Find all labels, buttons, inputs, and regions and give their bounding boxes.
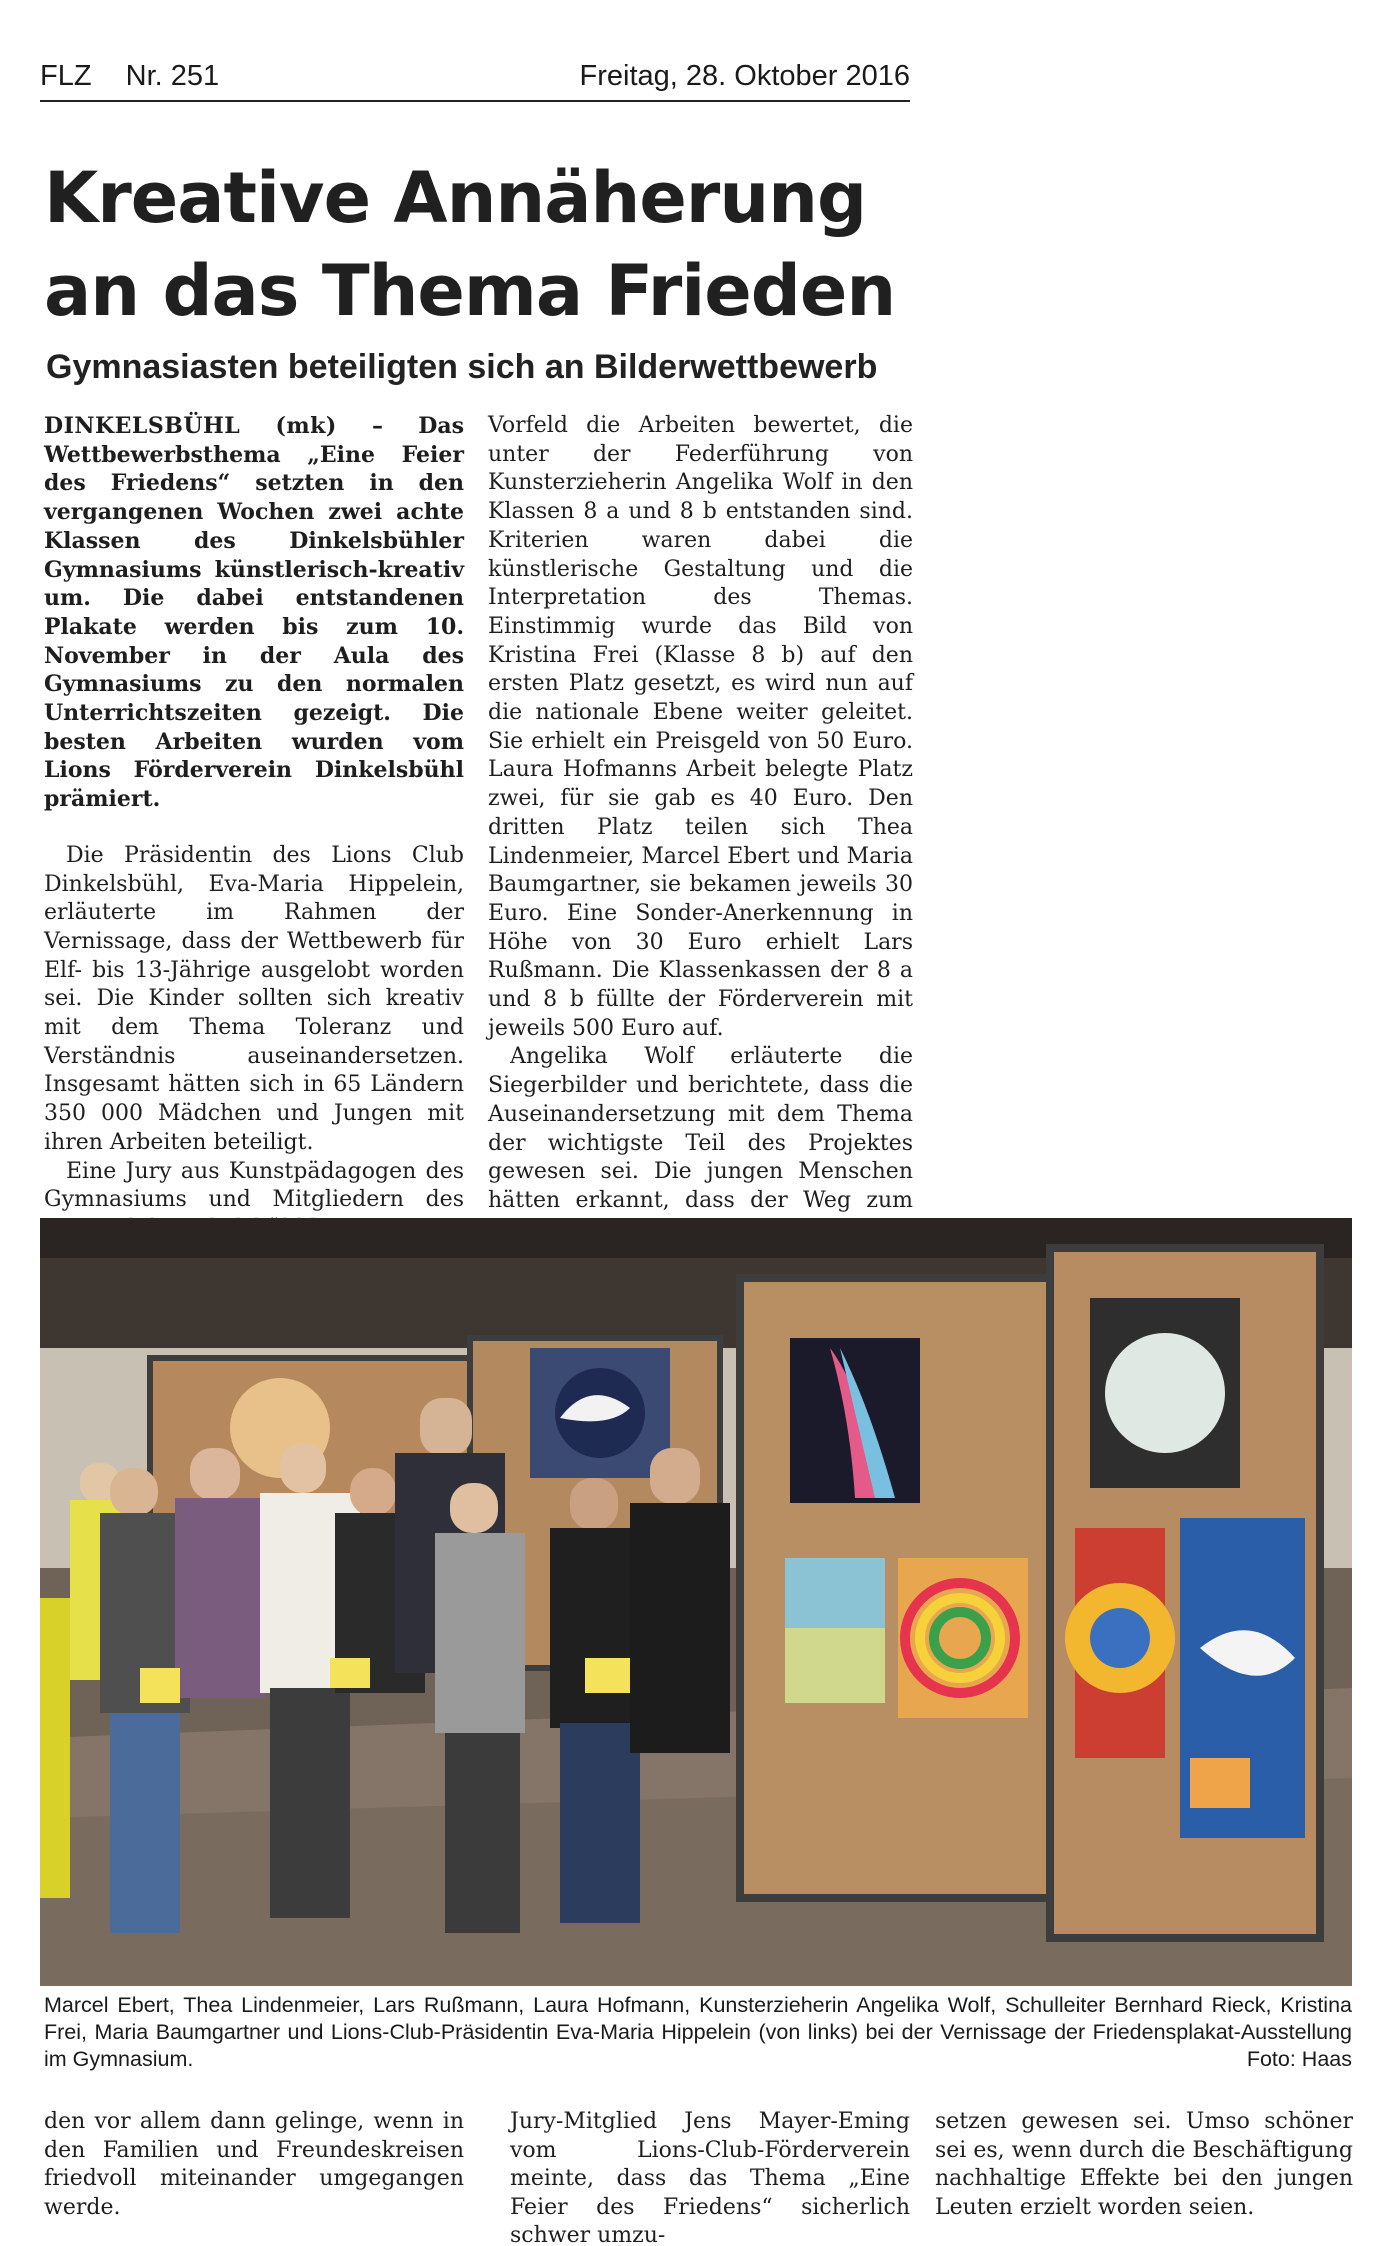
headline — [44, 152, 924, 338]
headline-line-2: an das Thema Frieden — [44, 250, 896, 332]
body-paragraph-2: Eine Jury aus Kunstpädagogen des Gymnasiums und Mitgliedern des — [44, 1158, 464, 1213]
article-column-2 — [488, 412, 913, 1244]
bottom-column-2: Jury-Mitglied Jens Mayer-Eming vom Lions-Club-Förderverein meinte, dass das Thema „Eine Feier des Friedens“ sicherlich schwer umzu- — [510, 2109, 910, 2246]
issue-date: Freitag, 28. Oktober 2016 — [579, 60, 910, 92]
page-header — [40, 56, 910, 102]
headline-line-1: Kreative Annäherung — [44, 157, 867, 239]
bottom-column-1: den vor allem dann gelinge, wenn in den Familien und Freundeskreisen friedvoll miteinander umgegangen werde. — [44, 2109, 464, 2220]
dateline: DINKELSBÜHL (mk) – — [44, 413, 384, 439]
body-paragraph-3: Vorfeld die Arbeiten bewertet, die unter der Federführung von Kunsterzieherin Angelika Wolf in den Klassen 8 a und 8 b entstanden sind. Kriterien waren dabei die künstlerische Gestaltung und die Interpretation des Themas. Einstimmig wurde das Bild von Kristina Frei (Klasse 8 b) auf den ersten Platz gesetzt, es wird nun auf die nationale Ebene weiter geleitet. Sie erhielt ein Preisgeld von 50 Euro. Laura Hofmanns Arbeit belegte Platz zwei, für sie gab es 40 Euro. Den dritten Platz teilen sich Thea Lindenmeier, Marcel Ebert und Maria Baumgartner, sie bekamen jeweils 30 Euro. Eine Sonder-Anerkennung in Höhe von 30 Euro erhielt Lars Rußmann. Die Klassenkassen der 8 a und 8 b füllte der Förderverein mit jeweils 500 Euro auf. — [488, 413, 913, 1041]
article-column-1 — [44, 412, 464, 1244]
bottom-column-3: setzen gewesen sei. Umso schöner sei es, wenn durch die Beschäftigung nachhaltige Effekte bei den jungen Leuten erzielt worden seien. — [935, 2109, 1353, 2220]
issue-number: Nr. 251 — [125, 60, 220, 92]
paper-name: FLZ — [40, 60, 92, 92]
lead-paragraph — [44, 412, 464, 814]
header-rule — [40, 100, 910, 102]
photo-caption — [44, 1992, 1352, 2073]
lead-text: Das Wettbewerbsthema „Eine Feier des Friedens“ setzten in den vergangenen Wochen zwei achte Klassen des Dinkelsbühler Gymnasiums künstlerisch-kreativ um. Die dabei entstandenen Plakate werden bis zum 10. November in der Aula des Gymnasiums zu den normalen Unterrichtszeiten gezeigt. Die besten Arbeiten wurden vom Lions Förderverein Dinkelsbühl prämiert. — [44, 413, 464, 813]
article-photo — [40, 1218, 1352, 1986]
header-left — [40, 60, 245, 93]
photo-credit: Foto: Haas — [1246, 2047, 1352, 2071]
body-paragraph-1: Die Präsidentin des Lions Club Dinkelsbühl, Eva-Maria Hippelein, erläuterte im Rahmen der Vernissage, dass der Wettbewerb für Elf- bis 13-Jährige ausgelobt worden sei. Die Kinder sollten sich kreativ mit dem Thema Toleranz und Verständnis auseinandersetzen. Insgesamt hätten sich in 65 Ländern 350 000 Mädchen und Jungen mit ihren Arbeiten beteiligt. — [44, 842, 464, 1155]
subtitle: Gymnasiasten beteiligten sich an Bilderwettbewerb — [46, 348, 878, 386]
body-paragraph-4: Angelika Wolf erläuterte die Siegerbilder und berichtete, dass die Auseinandersetzung mit dem Thema der wichtigste Teil des Projektes gewesen sei. Die jungen Menschen hätten erkannt, dass der Weg zum — [488, 1044, 913, 1213]
caption-text: Marcel Ebert, Thea Lindenmeier, Lars Rußmann, Laura Hofmann, Kunsterzieherin Angelika Wolf, Schulleiter Bernhard Rieck, Kristina Frei, Maria Baumgartner und Lions-Club-Präsidentin Eva-Maria Hippelein (von links) bei der Vernissage der Friedensplakat-Ausstellung im Gymnasium. — [44, 1993, 1352, 2071]
